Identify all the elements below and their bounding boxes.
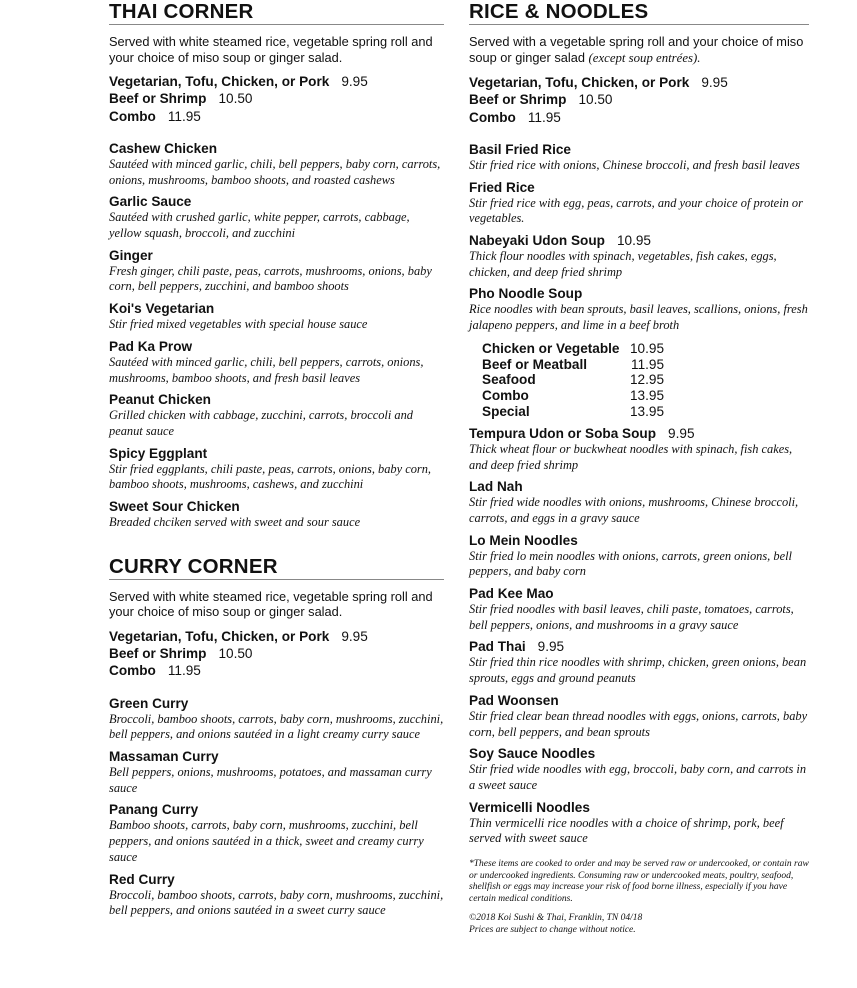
curry-corner-section — [109, 555, 444, 919]
price-line: Beef or Shrimp 10.50 — [469, 92, 613, 108]
price-line: Combo 11.95 — [469, 109, 561, 125]
menu-item: Pad Ka Prow Sautéed with minced garlic, chili, bell peppers, carrots, onions, mushrooms, bamboo shoots, and fresh basil leaves — [109, 338, 424, 385]
menu-item: Ginger Fresh ginger, chili paste, peas, carrots, mushrooms, onions, baby corn, bell peppers, zucchini, and bamboo shoots — [109, 247, 432, 294]
price-list — [469, 74, 809, 126]
price-list — [109, 73, 444, 125]
menu-item: Massaman Curry Bell peppers, onions, mushrooms, potatoes, and massaman curry sauce — [109, 749, 432, 795]
thai-corner-section — [109, 0, 444, 531]
section-intro: Served with a vegetable spring roll and your choice of miso soup or ginger salad (except soup entrées). — [469, 34, 804, 65]
section-title: THAI CORNER — [109, 0, 444, 25]
left-column — [109, 0, 444, 925]
menu-item: Basil Fried Rice Stir fried rice with onions, Chinese broccoli, and fresh basil leaves — [469, 141, 800, 172]
menu-item: Green Curry Broccoli, bamboo shoots, carrots, baby corn, mushrooms, zucchini, bell peppers, and onions sautéed in a light creamy curry sauce — [109, 695, 444, 742]
rice-noodles-section — [469, 0, 809, 847]
menu-item: Koi's Vegetarian Stir fried mixed vegetables with special house sauce — [109, 301, 368, 332]
table-row: Beef or Meatball 11.95 — [482, 356, 665, 372]
price-list — [109, 628, 444, 680]
menu-item: Pad Kee Mao Stir fried noodles with basil leaves, chili paste, tomatoes, carrots, bell peppers, onions, and mushrooms in a gravy sauce — [469, 586, 794, 632]
table-row: Special 13.95 — [482, 404, 665, 419]
price-line: Vegetarian, Tofu, Chicken, or Pork 9.95 — [109, 628, 368, 644]
menu-item: Sweet Sour Chicken Breaded chciken served with sweet and sour sauce — [109, 499, 361, 530]
table-row: Combo 13.95 — [482, 388, 665, 404]
disclaimer-footnote: *These items are cooked to order and may be served raw or undercooked, or contain raw or undercooked ingredients. Consuming raw or undercooked meats, poultry, seafood, shellfish or eggs may increase your risk of food borne illness, especially if you have certain medical conditions. — [469, 859, 809, 904]
right-column — [469, 0, 809, 936]
menu-item: Lad Nah Stir fried wide noodles with onions, mushrooms, Chinese broccoli, carrots, and eggs in a gravy sauce — [469, 479, 799, 525]
menu-item: Nabeyaki Udon Soup 10.95 Thick flour noodles with spinach, vegetables, fish cakes, eggs, chicken, and deep fried shrimp — [469, 233, 777, 279]
menu-item: Tempura Udon or Soba Soup 9.95 Thick wheat flour or buckwheat noodles with spinach, fish cakes, and deep fried shrimp — [469, 425, 793, 472]
price-line: Beef or Shrimp 10.50 — [109, 91, 253, 107]
menu-item: Pad Thai 9.95 Stir fried thin rice noodles with shrimp, chicken, green onions, bean sprouts, eggs and ground peanuts — [469, 639, 807, 686]
price-line: Combo 11.95 — [109, 108, 201, 124]
menu-item: Soy Sauce Noodles Stir fried wide noodles with egg, broccoli, baby corn, and carrots in a sweet sauce — [469, 746, 807, 792]
table-row: Seafood 12.95 — [482, 372, 665, 388]
pho-options-table — [482, 341, 664, 420]
price-line: Beef or Shrimp 10.50 — [109, 646, 253, 662]
menu-item: Red Curry Broccoli, bamboo shoots, carrots, baby corn, mushrooms, zucchini, bell peppers, and onions sautéed in a sweet curry sauce — [109, 871, 444, 918]
table-row: Chicken or Vegetable 10.95 — [482, 340, 665, 356]
section-intro: Served with white steamed rice, vegetable spring roll and your choice of miso soup or ginger salad. — [109, 588, 433, 620]
menu-item: Spicy Eggplant Stir fried eggplants, chili paste, peas, carrots, onions, baby corn, bamboo shoots, mushrooms, cashews, and zucchini — [109, 445, 432, 492]
menu-item: Garlic Sauce Sautéed with crushed garlic, white pepper, carrots, cabbage, yellow squash, broccoli, and zucchini — [109, 194, 410, 240]
copyright-note: ©2018 Koi Sushi & Thai, Franklin, TN 04/18 Prices are subject to change without notice. — [469, 913, 643, 935]
price-line: Vegetarian, Tofu, Chicken, or Pork 9.95 — [469, 75, 728, 90]
menu-item: Fried Rice Stir fried rice with egg, peas, carrots, and your choice of protein or vegetables. — [469, 179, 803, 226]
section-title: CURRY CORNER — [109, 555, 444, 580]
menu-item: Lo Mein Noodles Stir fried lo mein noodles with onions, carrots, green onions, bell peppers, and baby corn — [469, 532, 792, 579]
menu-items — [109, 696, 444, 919]
price-line: Vegetarian, Tofu, Chicken, or Pork 9.95 — [109, 74, 368, 89]
menu-item: Panang Curry Bamboo shoots, carrots, baby corn, mushrooms, zucchini, bell peppers, and onions sautéed in a thick, sweet and creamy curry sauce — [109, 802, 424, 864]
menu-item: Pad Woonsen Stir fried clear bean thread noodles with eggs, onions, carrots, baby corn, bell peppers, and bean sprouts — [469, 692, 808, 739]
menu-item: Cashew Chicken Sautéed with minced garlic, chili, bell peppers, baby corn, carrots, onions, mushrooms, bamboo shoots, and roasted cashews — [109, 140, 441, 187]
menu-item: Peanut Chicken Grilled chicken with cabbage, zucchini, carrots, broccoli and peanut sauce — [109, 392, 413, 438]
menu-items — [109, 141, 444, 531]
section-intro: Served with white steamed rice, vegetable spring roll and your choice of miso soup or ginger salad. — [109, 34, 433, 65]
menu-item: Pho Noodle Soup Rice noodles with bean sprouts, basil leaves, scallions, onions, fresh jalapeno peppers, and lime in a beef broth Chicken or Vegetable 10.95 Beef or Meatball 11.95 Seafood 12.95 Combo 13.95 Special 13.95 — [469, 286, 808, 419]
menu-item: Vermicelli Noodles Thin vermicelli rice noodles with a choice of shrimp, pork, beef served with sweet sauce — [469, 799, 784, 846]
menu-items — [469, 142, 809, 847]
price-line: Combo 11.95 — [109, 663, 201, 679]
section-title: RICE & NOODLES — [469, 0, 809, 25]
